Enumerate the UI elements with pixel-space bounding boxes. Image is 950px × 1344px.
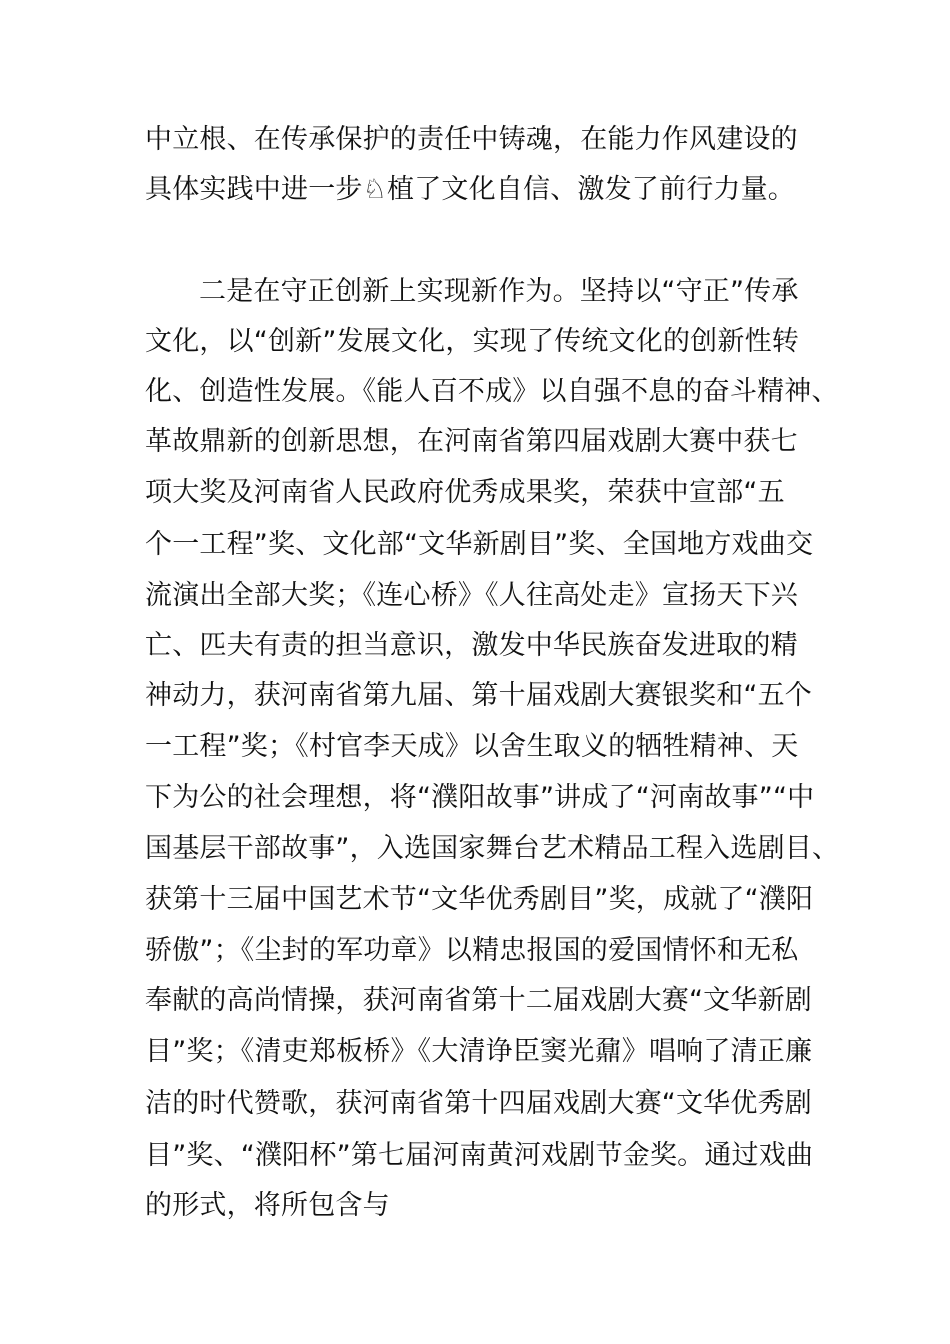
text-line: 项大奖及河南省人民政府优秀成果奖，荣获中宣部“五 bbox=[145, 477, 785, 508]
text-line: 化、创造性发展。《能人百不成》以自强不息的奋斗精神、 bbox=[145, 376, 839, 407]
text-line: 具体实践中进一步♘植了文化自信、激发了前行力量。 bbox=[145, 174, 796, 205]
text-line: 奉献的高尚情操，获河南省第十二届戏剧大赛“文华新剧 bbox=[145, 985, 812, 1016]
text-line: 的形式，将所包含与 bbox=[145, 1190, 390, 1221]
text-line: 目”奖；《清吏郑板桥》《大清诤臣窦光鼐》唱响了清正廉 bbox=[145, 1036, 813, 1067]
text-line: 革故鼎新的创新思想，在河南省第四届戏剧大赛中获七 bbox=[145, 426, 798, 457]
text-line: 国基层干部故事”，入选国家舞台艺术精品工程入选剧目、 bbox=[145, 833, 840, 864]
text-line: 骄傲”；《尘封的军功章》以精忠报国的爱国情怀和无私 bbox=[145, 935, 799, 966]
text-line: 流演出全部大奖；《连心桥》《人往高处走》宣扬天下兴 bbox=[145, 580, 798, 611]
text-line: 洁的时代赞歌，获河南省第十四届戏剧大赛“文华优秀剧 bbox=[145, 1088, 812, 1119]
text-line: 一工程”奖；《村官李天成》以舍生取义的牺牲精神、天 bbox=[145, 731, 799, 762]
text-line: 神动力，获河南省第九届、第十届戏剧大赛银奖和“五个 bbox=[145, 680, 812, 711]
text-line: 中立根、在传承保护的责任中铸魂，在能力作风建设的 bbox=[145, 124, 798, 155]
text-line: 下为公的社会理想，将“濮阳故事”讲成了“河南故事”“中 bbox=[145, 782, 815, 813]
text-line: 获第十三届中国艺术节“文华优秀剧目”奖，成就了“濮阳 bbox=[145, 884, 814, 915]
paragraph-first-line: 二是在守正创新上实现新作为。坚持以“守正”传承 bbox=[199, 276, 799, 307]
text-line: 亡、匹夫有责的担当意识，激发中华民族奋发进取的精 bbox=[145, 630, 798, 661]
text-line: 文化，以“创新”发展文化，实现了传统文化的创新性转 bbox=[145, 326, 799, 357]
text-line: 个一工程”奖、文化部“文华新剧目”奖、全国地方戏曲交 bbox=[145, 529, 814, 560]
text-line: 目”奖、“濮阳杯”第七届河南黄河戏剧节金奖。通过戏曲 bbox=[145, 1140, 814, 1171]
